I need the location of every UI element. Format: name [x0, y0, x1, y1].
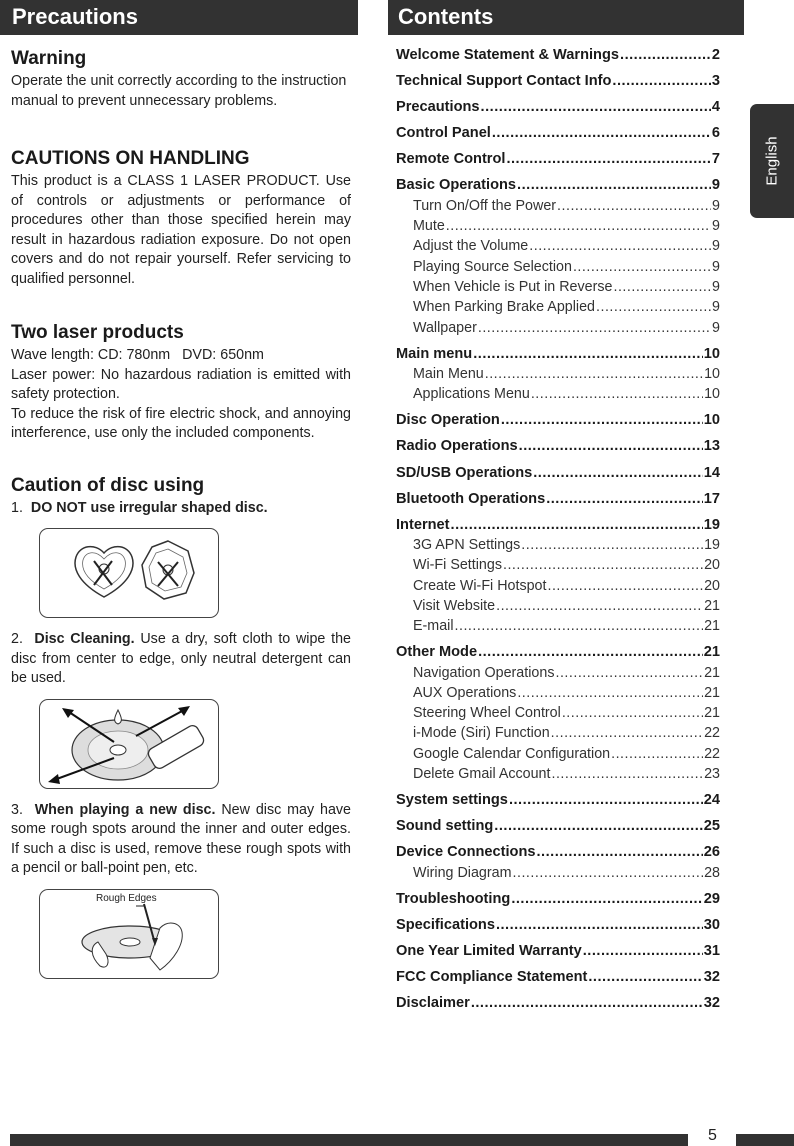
toc-subentry[interactable]	[396, 236, 720, 256]
cautions-title: CAUTIONS ON HANDLING	[11, 148, 250, 169]
toc-subentry-page: 21	[704, 705, 720, 722]
toc-entry[interactable]	[396, 816, 720, 842]
toc-entry[interactable]	[396, 915, 720, 941]
toc-entry-title: Internet	[396, 516, 450, 533]
toc-subentry-title: Navigation Operations	[413, 664, 555, 681]
toc-leader	[531, 384, 703, 404]
toc-entry-title: Troubleshooting	[396, 890, 511, 907]
toc-entry-page: 7	[711, 151, 720, 168]
toc-subentry[interactable]	[396, 683, 720, 703]
disc-item-1	[11, 499, 351, 519]
toc-entry[interactable]	[396, 642, 720, 662]
toc-leader	[596, 297, 711, 317]
toc-subentry-title: Wallpaper	[413, 319, 477, 336]
toc-entry-page: 29	[703, 890, 720, 907]
toc-leader	[537, 842, 703, 862]
toc-leader	[529, 236, 711, 256]
toc-entry-page: 14	[703, 464, 720, 481]
toc-subentry-page: 9	[712, 299, 720, 316]
toc-subentry-page: 28	[704, 864, 720, 881]
toc-subentry-page: 20	[704, 577, 720, 594]
toc-entry[interactable]	[396, 489, 720, 515]
toc-leader	[481, 97, 711, 117]
toc-entry[interactable]	[396, 45, 720, 71]
toc-subentry[interactable]	[396, 663, 720, 683]
toc-leader	[573, 257, 711, 277]
toc-entry[interactable]	[396, 436, 720, 462]
disc-item-1-head: DO NOT use irregular shaped disc.	[30, 499, 268, 516]
toc-leader	[533, 463, 703, 483]
toc-entry-page: 21	[703, 644, 720, 661]
disc-item-2-text: Use a dry, soft cloth to wipe the disc from center to edge, only neutral detergent can be used.	[11, 631, 351, 686]
toc-subentry-title: Delete Gmail Account	[413, 766, 551, 783]
toc-entry-title: Other Mode	[396, 644, 478, 661]
toc-leader	[501, 410, 703, 430]
toc-subentry-page: 22	[704, 725, 720, 742]
toc-subentry-page: 9	[712, 238, 720, 255]
toc-subentry-title: Main Menu	[413, 365, 484, 382]
toc-subentry[interactable]	[396, 723, 720, 743]
toc-entry-page: 9	[711, 177, 720, 194]
toc-leader	[496, 596, 703, 616]
toc-subentry-title: i-Mode (Siri) Function	[413, 725, 550, 742]
toc-leader	[446, 216, 711, 236]
toc-entry[interactable]	[396, 344, 720, 364]
toc-leader	[455, 616, 704, 636]
toc-subentry-title: Wiring Diagram	[413, 864, 512, 881]
toc-entry[interactable]	[396, 967, 720, 993]
toc-subentry[interactable]	[396, 196, 720, 216]
precautions-header: Precautions	[0, 0, 358, 35]
toc-subentry[interactable]	[396, 318, 720, 344]
toc-leader	[612, 71, 710, 91]
toc-entry-title: Basic Operations	[396, 177, 517, 194]
disc-item-2-head: Disc Cleaning.	[34, 631, 135, 647]
toc-entry-title: Precautions	[396, 99, 480, 116]
toc-subentry-page: 9	[712, 218, 720, 235]
toc-subentry[interactable]	[396, 257, 720, 277]
toc-subentry[interactable]	[396, 384, 720, 410]
toc-leader	[517, 175, 711, 195]
toc-entry-title: Main menu	[396, 345, 473, 362]
toc-leader	[562, 703, 703, 723]
toc-entry[interactable]	[396, 463, 720, 489]
toc-subentry[interactable]	[396, 555, 720, 575]
toc-entry-title: System settings	[396, 792, 508, 809]
toc-subentry-title: Create Wi-Fi Hotspot	[413, 577, 547, 594]
toc-leader	[509, 790, 703, 810]
toc-entry[interactable]	[396, 515, 720, 535]
toc-leader	[478, 642, 703, 662]
toc-leader	[503, 555, 703, 575]
toc-entry-title: Disc Operation	[396, 412, 500, 429]
toc-leader	[496, 915, 703, 935]
toc-leader	[471, 993, 703, 1013]
toc-entry[interactable]	[396, 175, 720, 195]
toc-leader	[492, 123, 711, 143]
toc-subentry-page: 9	[712, 258, 720, 275]
toc-subentry-title: Adjust the Volume	[413, 238, 529, 255]
disc-title: Caution of disc using	[11, 474, 205, 496]
toc-entry-title: FCC Compliance Statement	[396, 969, 588, 986]
toc-entry-page: 13	[703, 438, 720, 455]
toc-subentry[interactable]	[396, 744, 720, 764]
toc-subentry-title: AUX Operations	[413, 684, 517, 701]
toc-subentry-title: Visit Website	[413, 597, 496, 614]
toc-subentry-title: Applications Menu	[413, 386, 530, 403]
warning-title: Warning	[11, 48, 87, 69]
disc-item-3-text: New disc may have some rough spots around the inner and outer edges. If such a disc is used, remove these rough spots with a pencil or ball-point pen, etc.	[11, 801, 351, 876]
toc-leader	[557, 196, 711, 216]
toc-entry-page: 3	[711, 73, 720, 90]
toc-leader	[588, 967, 702, 987]
toc-entry-title: Device Connections	[396, 844, 536, 861]
toc-subentry-title: Turn On/Off the Power	[413, 197, 557, 214]
toc-subentry-page: 21	[704, 684, 720, 701]
disc-item-2	[11, 630, 351, 689]
toc-leader	[478, 318, 711, 338]
toc-entry-title: Specifications	[396, 916, 495, 933]
laser-wavelength: Wave length: CD: 780nm DVD: 650nm	[11, 347, 264, 363]
toc-subentry[interactable]	[396, 616, 720, 642]
toc-subentry-page: 21	[704, 597, 720, 614]
toc-entry-title: Sound setting	[396, 818, 494, 835]
toc-entry-page: 6	[711, 125, 720, 142]
page-number: 5	[708, 1127, 717, 1144]
toc-entry-title: Welcome Statement & Warnings	[396, 47, 620, 63]
toc-leader	[555, 663, 703, 683]
toc-subentry-page: 9	[712, 197, 720, 214]
toc-subentry-page: 9	[712, 319, 720, 336]
toc-entry-page: 26	[703, 844, 720, 861]
toc-entry[interactable]	[396, 993, 720, 1019]
toc-subentry-page: 19	[704, 537, 720, 553]
toc-leader	[547, 576, 703, 596]
toc-entry-title: Remote Control	[396, 151, 506, 168]
toc-entry-page: 17	[703, 490, 720, 507]
toc-leader	[451, 515, 703, 535]
toc-entry-page: 24	[703, 792, 720, 809]
toc-subentry-title: When Parking Brake Applied	[413, 299, 595, 316]
toc-subentry[interactable]	[396, 703, 720, 723]
toc-subentry-page: 21	[704, 664, 720, 681]
toc-leader	[620, 45, 711, 65]
toc-leader	[485, 364, 703, 384]
toc-subentry-title: Steering Wheel Control	[413, 705, 561, 722]
toc-entry[interactable]	[396, 71, 720, 97]
toc-entry-title: Bluetooth Operations	[396, 490, 546, 507]
toc-entry-title: Disclaimer	[396, 995, 470, 1012]
toc-entry-page: 32	[703, 995, 720, 1012]
toc-entry-page: 32	[703, 969, 720, 986]
contents-header: Contents	[388, 0, 744, 35]
warning-text: Operate the unit correctly according to the instruction manual to prevent unnecessary problems.	[11, 73, 347, 109]
laser-shock: To reduce the risk of fire electric shock, and annoying interference, use only the included components.	[11, 405, 351, 441]
toc-entry[interactable]	[396, 149, 720, 175]
toc-leader	[521, 535, 703, 555]
cautions-text: This product is a CLASS 1 LASER PRODUCT. Use of controls or adjustments or performance of procedures other than those specified herein may result in hazardous radiation exposure. Do not open covers and do not repair yourself. Refer servicing to qualified personnel.	[11, 173, 351, 287]
toc-entry[interactable]	[396, 97, 720, 123]
toc-leader	[519, 436, 703, 456]
toc-leader	[513, 863, 704, 883]
rough-edges-label: Rough Edges	[96, 892, 157, 904]
toc-entry-title: One Year Limited Warranty	[396, 942, 582, 959]
toc-subentry[interactable]	[396, 764, 720, 790]
toc-subentry-title: Wi-Fi Settings	[413, 557, 502, 574]
toc-entry-page: 2	[711, 47, 720, 63]
toc-entry-page: 30	[703, 916, 720, 933]
toc-subentry-title: Google Calendar Configuration	[413, 745, 611, 762]
toc-leader	[613, 277, 711, 297]
precautions-column	[11, 48, 351, 991]
disc-cleaning-illustration	[39, 699, 219, 789]
rough-edges-illustration	[39, 889, 219, 979]
toc-leader	[517, 683, 703, 703]
toc-entry-page: 10	[703, 412, 720, 429]
irregular-disc-illustration	[39, 528, 219, 618]
table-of-contents	[396, 45, 720, 1019]
toc-subentry[interactable]	[396, 596, 720, 616]
toc-leader	[494, 816, 702, 836]
toc-leader	[546, 489, 703, 509]
toc-entry-title: Technical Support Contact Info	[396, 73, 612, 90]
toc-entry-page: 31	[703, 942, 720, 959]
toc-entry[interactable]	[396, 842, 720, 862]
disc-item-2-num: 2.	[11, 631, 23, 647]
toc-leader	[506, 149, 710, 169]
toc-subentry[interactable]	[396, 576, 720, 596]
toc-leader	[511, 889, 702, 909]
toc-subentry-page: 10	[704, 365, 720, 382]
toc-subentry[interactable]	[396, 216, 720, 236]
toc-entry[interactable]	[396, 889, 720, 915]
toc-subentry-title: When Vehicle is Put in Reverse	[413, 278, 613, 295]
toc-entry-page: 10	[703, 345, 720, 362]
toc-subentry-title: Playing Source Selection	[413, 258, 572, 275]
toc-subentry[interactable]	[396, 364, 720, 384]
toc-entry[interactable]	[396, 123, 720, 149]
toc-subentry-page: 21	[704, 618, 720, 635]
toc-subentry[interactable]	[396, 277, 720, 297]
toc-entry-page: 4	[711, 99, 720, 116]
toc-leader	[611, 744, 703, 764]
disc-item-1-num: 1.	[11, 499, 23, 516]
toc-entry-page: 25	[703, 818, 720, 835]
toc-entry[interactable]	[396, 941, 720, 967]
toc-entry[interactable]	[396, 790, 720, 816]
disc-item-3-head: When playing a new disc.	[34, 801, 216, 818]
footer-bar-right	[736, 1134, 794, 1146]
toc-entry-title: Radio Operations	[396, 438, 518, 455]
toc-entry-title: Control Panel	[396, 125, 491, 142]
toc-subentry[interactable]	[396, 535, 720, 555]
toc-entry-title: SD/USB Operations	[396, 464, 533, 481]
toc-subentry-title: Mute	[413, 218, 445, 235]
toc-subentry-page: 23	[704, 766, 720, 783]
laser-power: Laser power: No hazardous radiation is emitted with safety protection.	[11, 366, 351, 402]
toc-leader	[583, 941, 703, 961]
toc-subentry[interactable]	[396, 863, 720, 889]
toc-leader	[473, 344, 703, 364]
toc-subentry-page: 20	[704, 557, 720, 574]
toc-leader	[551, 764, 703, 784]
toc-subentry-page: 22	[704, 745, 720, 762]
toc-subentry-title: 3G APN Settings	[413, 537, 521, 553]
toc-leader	[551, 723, 703, 743]
disc-item-3-num: 3.	[11, 801, 23, 818]
toc-subentry-title: E-mail	[413, 618, 454, 635]
toc-entry-page: 19	[703, 516, 720, 533]
disc-item-3	[11, 801, 351, 879]
language-tab-label: English	[763, 136, 781, 186]
toc-subentry[interactable]	[396, 297, 720, 317]
toc-subentry-page: 10	[704, 386, 720, 403]
laser-title: Two laser products	[11, 322, 184, 343]
footer-bar-left	[10, 1134, 688, 1146]
toc-subentry-page: 9	[712, 278, 720, 295]
toc-entry[interactable]	[396, 410, 720, 436]
language-tab[interactable]	[750, 104, 794, 218]
